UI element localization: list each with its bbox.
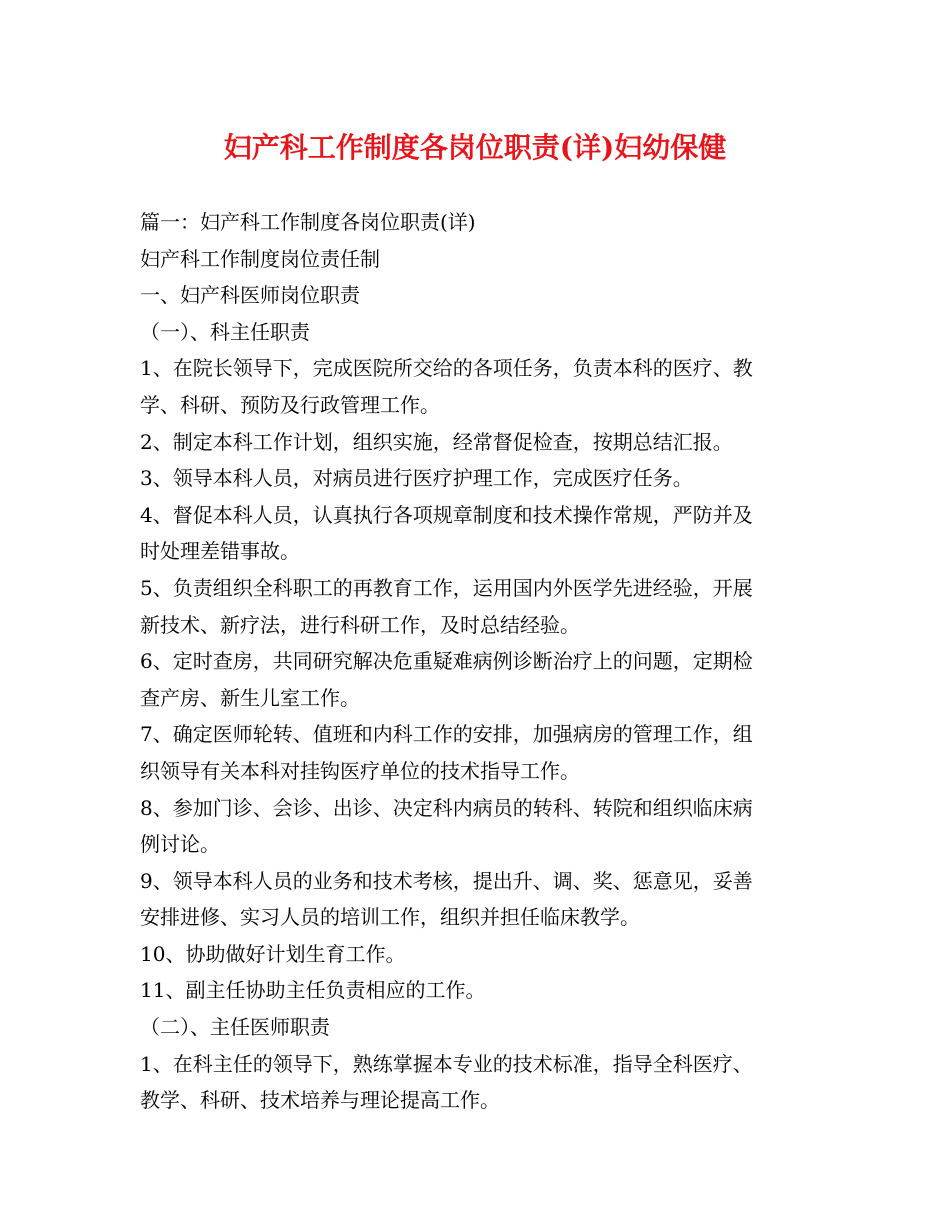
text-line: 6、定时查房，共同研究解决危重疑难病例诊断治疗上的问题，定期检 xyxy=(140,649,753,674)
text-line: 11、副主任协助主任负责相应的工作。 xyxy=(140,978,486,1003)
text-line: 10、协助做好计划生育工作。 xyxy=(140,941,406,966)
text-line: 4、督促本科人员，认真执行各项规章制度和技术操作常规，严防并及 xyxy=(140,502,753,527)
text-line: 5、负责组织全科职工的再教育工作，运用国内外医学先进经验，开展 xyxy=(140,575,753,600)
text-line: 1、在院长领导下，完成医院所交给的各项任务，负责本科的医疗、教 xyxy=(140,356,753,381)
text-line: 2、制定本科工作计划，组织实施，经常督促检查，按期总结汇报。 xyxy=(140,429,733,454)
text-line: 7、确定医师轮转、值班和内科工作的安排，加强病房的管理工作，组 xyxy=(140,722,753,747)
text-line: 学、科研、预防及行政管理工作。 xyxy=(140,392,440,417)
text-line: 妇产科工作制度岗位责任制 xyxy=(140,246,380,271)
text-line: （一）、科主任职责 xyxy=(140,319,310,344)
text-line: 3、领导本科人员，对病员进行医疗护理工作，完成医疗任务。 xyxy=(140,466,693,491)
text-line: 例讨论。 xyxy=(140,832,220,857)
text-line: 一、妇产科医师岗位职责 xyxy=(140,283,360,308)
document-body xyxy=(140,204,820,1119)
document-title: 妇产科工作制度各岗位职责(详)妇幼保健 xyxy=(223,131,727,164)
text-line: 1、在科主任的领导下，熟练掌握本专业的技术标准，指导全科医疗、 xyxy=(140,1051,753,1076)
text-line: 8、参加门诊、会诊、出诊、决定科内病员的转科、转院和组织临床病 xyxy=(140,795,753,820)
text-line: 织领导有关本科对挂钩医疗单位的技术指导工作。 xyxy=(140,758,580,783)
text-line: 教学、科研、技术培养与理论提高工作。 xyxy=(140,1088,500,1113)
text-line: （二）、主任医师职责 xyxy=(140,1015,330,1040)
text-line: 篇一：妇产科工作制度各岗位职责(详) xyxy=(140,210,476,234)
text-line: 安排进修、实习人员的培训工作，组织并担任临床教学。 xyxy=(140,905,640,930)
text-line: 新技术、新疗法，进行科研工作，及时总结经验。 xyxy=(140,612,580,637)
text-line: 9、领导本科人员的业务和技术考核，提出升、调、奖、惩意见，妥善 xyxy=(140,868,753,893)
text-line: 查产房、新生儿室工作。 xyxy=(140,685,360,710)
text-line: 时处理差错事故。 xyxy=(140,539,300,564)
